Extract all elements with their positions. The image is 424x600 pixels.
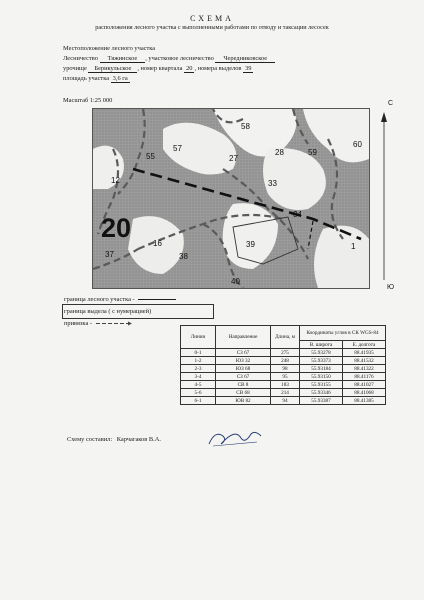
map-label-1: 1 [351,242,356,251]
table-row [181,365,386,373]
table-body [181,349,386,405]
table-cell-dir: ЮЗ 68 [216,365,271,373]
table-cell-lon: 88.41322 [343,365,386,373]
header-direction: Направление [216,326,271,349]
quarter-value: 20 [186,65,193,72]
table-cell-dir: СЗ 67 [216,373,271,381]
table-cell-dir: ЮЗ 32 [216,357,271,365]
map-label-60: 60 [353,140,362,149]
tract-label: урочище [63,65,87,72]
area-label: площадь участка [63,75,110,82]
compass-south: Ю [387,284,395,291]
forestry-line [63,55,275,62]
map-label-40: 40 [231,277,240,286]
allot-label: , номера выделов [194,65,242,72]
header-lon: Е. долгота [343,341,386,349]
forest-map [92,108,370,289]
legend-binding [64,320,134,327]
signature-icon [205,424,265,452]
table-row [181,389,386,397]
map-label-55: 55 [146,152,155,161]
table-cell-line: 1-2 [181,357,216,365]
table-cell-len: 183 [271,381,300,389]
map-graphic [93,109,369,288]
map-label-16: 16 [153,239,162,248]
table-cell-lon: 88.41532 [343,357,386,365]
tract-line [63,65,253,72]
quarter-label: , номер квартала [137,65,183,72]
table-row [181,397,386,405]
table-cell-lat: 55.93278 [300,349,343,357]
composed-label: Схему составил: [67,436,113,443]
table-cell-dir: СЗ 67 [216,349,271,357]
map-label-27: 27 [229,154,238,163]
table-cell-lon: 88.41027 [343,381,386,389]
allot-value: 39 [245,65,252,72]
map-label-59: 59 [308,148,317,157]
district-value: Чередниковское [215,55,275,63]
document-title: СХЕМА [190,14,234,23]
table-cell-len: 248 [271,357,300,365]
table-cell-lat: 55.93387 [300,397,343,405]
area-value: 3,6 га [112,75,128,82]
quarter-number: 20 [101,213,132,243]
table-cell-len: 275 [271,349,300,357]
tract-value: Берикульское [88,65,137,73]
forestry-label: Лесничество [63,55,98,62]
header-lat: В. широта [300,341,343,349]
map-label-57: 57 [173,144,182,153]
header-length: Длина, м [271,326,300,349]
table-cell-dir: СВ 8 [216,381,271,389]
table-cell-len: 95 [271,373,300,381]
legend-allot-box [62,304,214,319]
map-label-28: 28 [275,148,284,157]
map-label-37: 37 [105,250,114,259]
district-label: , участковое лесничество [145,55,214,62]
table-cell-len: 94 [271,397,300,405]
composed-by [67,436,161,443]
dashed-arrow-icon [94,321,134,326]
table-row [181,381,386,389]
forestry-value: Тяжинское [100,55,146,63]
table-cell-line: 0-1 [181,349,216,357]
scale-label: Масштаб 1:25 000 [63,97,113,104]
table-cell-len: 98 [271,365,300,373]
legend-allot-boundary-label: граница выдела ( с нумерацией) [64,308,152,315]
table-cell-dir: ЮВ 82 [216,397,271,405]
table-row [181,357,386,365]
legend-forest-boundary [64,296,178,303]
table-cell-lon: 88.41176 [343,373,386,381]
composer-name: Карчагаков В.А. [116,436,161,443]
table-cell-line: 4-5 [181,381,216,389]
table-cell-line: 6-1 [181,397,216,405]
table-cell-lat: 55.93155 [300,381,343,389]
table-row [181,349,386,357]
compass-arrow-icon [374,100,394,295]
header-lines: Линии [181,326,216,349]
coordinates-table [180,325,386,405]
compass-north: С [388,100,394,107]
table-cell-lat: 55.93150 [300,373,343,381]
legend-binding-label: привязка - [64,320,93,327]
legend-forest-boundary-label: граница лесного участка - [64,296,135,303]
map-label-33: 33 [268,179,277,188]
table-cell-lon: 88.41935 [343,349,386,357]
table-cell-line: 5-6 [181,389,216,397]
map-label-38: 38 [179,252,188,261]
table-cell-lat: 55.93184 [300,365,343,373]
map-label-39: 39 [246,240,255,249]
table-cell-len: 214 [271,389,300,397]
legend-allot-boundary [64,308,151,315]
location-heading: Местоположение лесного участка [63,45,156,52]
table-cell-lon: 88.41068 [343,389,386,397]
table-cell-lat: 55.93373 [300,357,343,365]
document-subtitle: расположения лесного участка с выполненными работами по отводу и таксации лесосек [95,24,329,31]
map-label-58: 58 [241,122,250,131]
table-cell-line: 3-4 [181,373,216,381]
table-cell-dir: СВ 68 [216,389,271,397]
map-label-34: 34 [293,210,302,219]
table-cell-line: 2-3 [181,365,216,373]
header-coords: Координаты углов в СК WGS-84 [300,326,386,341]
area-line [63,75,130,82]
table-cell-lon: 88.41385 [343,397,386,405]
solid-line-icon [136,297,178,302]
map-label-12: 12 [111,176,120,185]
table-row [181,373,386,381]
compass [374,100,394,295]
table-cell-lat: 55.93346 [300,389,343,397]
